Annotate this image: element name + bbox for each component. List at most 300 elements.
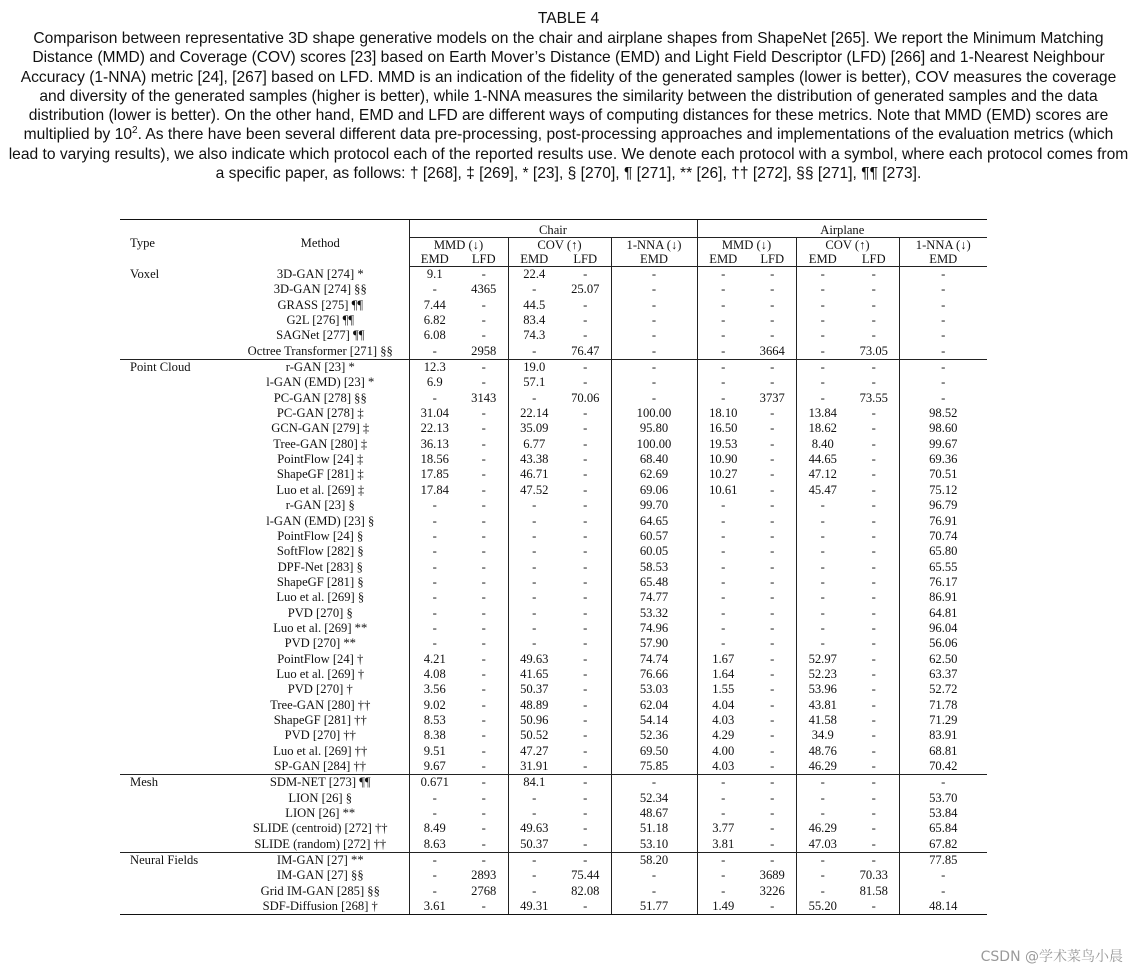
value-cell: 4.21: [409, 652, 460, 667]
value-cell: -: [871, 651, 876, 666]
value-cell: 74.77: [611, 590, 697, 605]
method-cell: Tree-GAN [280] ‡: [273, 436, 368, 451]
header-airplane-mmd: MMD (↓): [697, 238, 796, 253]
value-cell: -: [796, 529, 849, 544]
value-cell: -: [508, 344, 560, 360]
value-cell: 43.81: [796, 698, 849, 713]
caption-text-after: . As there have been several different data pre-processing, post-processing approaches and implementations of the evaluation metrics (which lead to varying results), we also indicate which protocol each of the reported results use. We denote each protocol with a symbol, where each protocol comes from a specific paper, as follows: † [268], ‡ [269], * [23], § [270], ¶ [271], ** [26], †† [272], §§ [271], ¶¶ [273].: [8, 126, 1129, 183]
value-cell: -: [481, 513, 486, 528]
value-cell: 6.9: [409, 375, 460, 390]
value-cell: -: [697, 298, 749, 313]
value-cell: -: [796, 298, 849, 313]
table-row: [120, 298, 987, 313]
value-cell: -: [770, 559, 775, 574]
value-cell: -: [508, 884, 560, 899]
value-cell: -: [871, 574, 876, 589]
value-cell: -: [583, 559, 588, 574]
method-cell: Luo et al. [269] ‡: [276, 482, 365, 497]
method-cell: PVD [270] **: [284, 636, 356, 651]
value-cell: -: [697, 391, 749, 406]
method-cell: PointFlow [24] †: [277, 651, 364, 666]
value-cell: 9.67: [409, 759, 460, 775]
value-cell: -: [481, 421, 486, 436]
method-cell: PointFlow [24] ‡: [277, 452, 364, 467]
value-cell: 10.61: [697, 483, 749, 498]
watermark: CSDN @学术菜鸟小晨: [980, 949, 1123, 965]
value-cell: 46.71: [508, 467, 560, 482]
value-cell: 1.64: [697, 667, 749, 682]
table-row: [120, 529, 987, 544]
value-cell: 63.37: [899, 667, 987, 682]
value-cell: -: [796, 313, 849, 328]
value-cell: -: [697, 853, 749, 869]
value-cell: 100.00: [611, 406, 697, 421]
value-cell: -: [899, 360, 987, 376]
value-cell: -: [508, 529, 560, 544]
value-cell: 53.10: [611, 837, 697, 853]
table-row: [120, 344, 987, 360]
value-cell: -: [409, 606, 460, 621]
value-cell: -: [871, 605, 876, 620]
value-cell: -: [611, 868, 697, 883]
value-cell: 9.1: [409, 267, 460, 283]
value-cell: 4.03: [697, 713, 749, 728]
value-cell: 46.29: [796, 821, 849, 836]
value-cell: -: [697, 868, 749, 883]
section-type-label: Point Cloud: [120, 360, 232, 775]
value-cell: -: [697, 375, 749, 390]
value-cell: -: [770, 267, 775, 281]
value-cell: -: [770, 590, 775, 605]
value-cell: 52.34: [611, 791, 697, 806]
method-cell: SP-GAN [284] ††: [232, 759, 409, 775]
value-cell: 3737: [759, 390, 785, 405]
value-cell: 47.27: [508, 744, 560, 759]
value-cell: 67.82: [899, 837, 987, 853]
value-cell: -: [697, 806, 749, 821]
value-cell: -: [611, 884, 697, 899]
header-chair-nna: 1-NNA (↓): [611, 238, 697, 253]
value-cell: -: [583, 436, 588, 451]
value-cell: -: [871, 513, 876, 528]
value-cell: -: [481, 297, 486, 312]
value-cell: -: [409, 544, 460, 559]
table-row: [120, 498, 987, 513]
table-row: [120, 636, 987, 651]
value-cell: -: [770, 574, 775, 589]
value-cell: -: [871, 697, 876, 712]
value-cell: -: [796, 575, 849, 590]
value-cell: -: [481, 651, 486, 666]
value-cell: -: [583, 482, 588, 497]
value-cell: -: [849, 759, 899, 775]
value-cell: -: [770, 282, 775, 297]
value-cell: -: [481, 559, 486, 574]
value-cell: -: [770, 682, 775, 697]
value-cell: 71.29: [899, 713, 987, 728]
header-airplane-cov: COV (↑): [796, 238, 899, 253]
value-cell: -: [871, 790, 876, 805]
value-cell: -: [871, 452, 876, 467]
value-cell: 22.14: [508, 406, 560, 421]
value-cell: -: [583, 743, 588, 758]
value-cell: -: [770, 806, 775, 821]
table-row: [120, 467, 987, 482]
table-row: [120, 544, 987, 559]
value-cell: -: [508, 868, 560, 883]
value-cell: 41.58: [796, 713, 849, 728]
value-cell: 82.08: [571, 883, 600, 898]
table-row: [120, 621, 987, 636]
section-type-label: Neural Fields: [120, 853, 232, 915]
table-row: [120, 267, 987, 283]
value-cell: 12.3: [409, 360, 460, 376]
value-cell: -: [583, 513, 588, 528]
value-cell: -: [871, 666, 876, 681]
table-row: [120, 682, 987, 697]
value-cell: 50.52: [508, 728, 560, 743]
value-cell: -: [583, 467, 588, 482]
value-cell: -: [560, 759, 611, 775]
table-row: [120, 728, 987, 743]
method-cell: ShapeGF [281] ‡: [276, 467, 364, 482]
value-cell: -: [770, 467, 775, 482]
value-cell: -: [583, 821, 588, 836]
value-cell: 49.63: [508, 821, 560, 836]
value-cell: 69.50: [611, 744, 697, 759]
value-cell: 17.84: [409, 483, 460, 498]
method-cell: GCN-GAN [279] ‡: [271, 421, 370, 436]
table-row: [120, 759, 987, 775]
header-airplane-nna: 1-NNA (↓): [899, 238, 987, 253]
value-cell: -: [481, 590, 486, 605]
value-cell: -: [583, 421, 588, 436]
value-cell: -: [583, 590, 588, 605]
method-cell: PC-GAN [278] ‡: [276, 406, 364, 421]
value-cell: 25.07: [571, 282, 600, 297]
table-row: [120, 821, 987, 836]
value-cell: -: [481, 743, 486, 758]
value-cell: 60.05: [611, 544, 697, 559]
table-row: [120, 391, 987, 406]
header-airplane: Airplane: [697, 220, 987, 238]
value-cell: 51.18: [611, 821, 697, 836]
table-row: [120, 313, 987, 328]
value-cell: -: [508, 806, 560, 821]
value-cell: 9.51: [409, 744, 460, 759]
value-cell: 76.91: [899, 514, 987, 529]
value-cell: 35.09: [508, 421, 560, 436]
method-cell: Octree Transformer [271] §§: [232, 344, 409, 360]
value-cell: 52.23: [796, 667, 849, 682]
value-cell: -: [508, 391, 560, 406]
value-cell: -: [409, 498, 460, 513]
method-cell: ShapeGF [281] ††: [273, 712, 367, 727]
value-cell: -: [508, 514, 560, 529]
value-cell: -: [770, 666, 775, 681]
value-cell: 47.12: [796, 467, 849, 482]
value-cell: 58.53: [611, 560, 697, 575]
method-cell: SoftFlow [282] §: [276, 544, 364, 559]
value-cell: -: [481, 666, 486, 681]
value-cell: 16.50: [697, 421, 749, 436]
value-cell: 68.40: [611, 452, 697, 467]
value-cell: -: [770, 712, 775, 727]
table-caption-title: TABLE 4: [537, 10, 600, 27]
method-cell: Luo et al. [269] ††: [273, 743, 368, 758]
value-cell: 2893: [471, 868, 497, 883]
value-cell: -: [409, 560, 460, 575]
value-cell: -: [697, 313, 749, 328]
value-cell: 34.9: [796, 728, 849, 743]
value-cell: -: [481, 436, 486, 451]
method-cell: GRASS [275] ¶¶: [277, 297, 364, 312]
method-cell: Luo et al. [269] §: [276, 590, 365, 605]
value-cell: -: [481, 620, 486, 635]
table-row: [120, 590, 987, 605]
value-cell: 69.36: [899, 452, 987, 467]
value-cell: -: [770, 821, 775, 836]
table-row: [120, 282, 987, 297]
value-cell: -: [583, 452, 588, 467]
value-cell: -: [481, 682, 486, 697]
value-cell: -: [770, 375, 775, 390]
value-cell: -: [583, 790, 588, 805]
value-cell: -: [770, 452, 775, 467]
value-cell: -: [796, 791, 849, 806]
results-table: [120, 219, 987, 915]
value-cell: 62.50: [899, 652, 987, 667]
value-cell: -: [697, 575, 749, 590]
value-cell: -: [796, 806, 849, 821]
header-airplane-mmd-lfd: LFD: [749, 252, 796, 267]
value-cell: 98.52: [899, 406, 987, 421]
table-header: [120, 220, 987, 267]
header-chair: Chair: [409, 220, 697, 238]
value-cell: -: [697, 267, 749, 283]
value-cell: -: [871, 620, 876, 635]
section-type-label: Mesh: [120, 775, 232, 853]
value-cell: -: [796, 621, 849, 636]
value-cell: -: [796, 636, 849, 651]
value-cell: 3143: [471, 390, 497, 405]
value-cell: -: [560, 899, 611, 915]
value-cell: -: [583, 853, 588, 868]
value-cell: 68.81: [899, 744, 987, 759]
value-cell: -: [583, 605, 588, 620]
value-cell: 76.17: [899, 575, 987, 590]
value-cell: -: [871, 406, 876, 421]
table-row: [120, 884, 987, 899]
value-cell: -: [770, 498, 775, 513]
value-cell: 9.02: [409, 698, 460, 713]
value-cell: -: [697, 560, 749, 575]
value-cell: 6.77: [508, 437, 560, 452]
value-cell: 73.55: [859, 390, 888, 405]
value-cell: -: [871, 728, 876, 743]
value-cell: -: [460, 837, 508, 853]
table-body: [120, 267, 987, 915]
method-cell: l-GAN (EMD) [23] *: [266, 375, 375, 390]
value-cell: -: [899, 391, 987, 406]
method-cell: IM-GAN [27] §§: [276, 868, 364, 883]
value-cell: -: [481, 853, 486, 868]
table-row: [120, 452, 987, 467]
value-cell: -: [796, 514, 849, 529]
header-chair-mmd-lfd: LFD: [460, 252, 508, 267]
value-cell: 96.04: [899, 621, 987, 636]
value-cell: 95.80: [611, 421, 697, 436]
table-row: [120, 853, 987, 869]
value-cell: -: [583, 544, 588, 559]
value-cell: 1.67: [697, 652, 749, 667]
value-cell: 4.08: [409, 667, 460, 682]
value-cell: -: [481, 498, 486, 513]
value-cell: -: [770, 406, 775, 421]
value-cell: -: [697, 590, 749, 605]
value-cell: -: [583, 682, 588, 697]
value-cell: -: [871, 328, 876, 343]
value-cell: 8.40: [796, 437, 849, 452]
header-chair-cov-emd: EMD: [508, 252, 560, 267]
header-chair-mmd-emd: EMD: [409, 252, 460, 267]
value-cell: -: [871, 313, 876, 328]
value-cell: 19.53: [697, 437, 749, 452]
value-cell: 43.38: [508, 452, 560, 467]
value-cell: -: [796, 544, 849, 559]
value-cell: 54.14: [611, 713, 697, 728]
value-cell: -: [899, 884, 987, 899]
table-caption: [8, 29, 1129, 183]
value-cell: 65.84: [899, 821, 987, 836]
value-cell: -: [871, 482, 876, 497]
value-cell: 53.84: [899, 806, 987, 821]
value-cell: 18.56: [409, 452, 460, 467]
table-row: [120, 713, 987, 728]
value-cell: 45.47: [796, 483, 849, 498]
value-cell: -: [409, 636, 460, 651]
value-cell: 62.69: [611, 467, 697, 482]
value-cell: 3.81: [697, 837, 749, 853]
value-cell: -: [508, 498, 560, 513]
value-cell: 70.33: [859, 868, 888, 883]
value-cell: -: [770, 482, 775, 497]
value-cell: -: [749, 759, 796, 775]
table-row: [120, 806, 987, 821]
value-cell: -: [583, 728, 588, 743]
value-cell: -: [481, 790, 486, 805]
value-cell: -: [481, 697, 486, 712]
value-cell: -: [460, 759, 508, 775]
table-row: [120, 514, 987, 529]
value-cell: 13.84: [796, 406, 849, 421]
value-cell: 77.85: [899, 853, 987, 869]
value-cell: -: [409, 514, 460, 529]
value-cell: -: [770, 728, 775, 743]
value-cell: -: [508, 853, 560, 869]
value-cell: -: [770, 297, 775, 312]
value-cell: 53.96: [796, 682, 849, 697]
value-cell: 48.14: [899, 899, 987, 915]
value-cell: -: [409, 529, 460, 544]
value-cell: 18.62: [796, 421, 849, 436]
table-row: [120, 667, 987, 682]
value-cell: -: [871, 375, 876, 390]
value-cell: 65.48: [611, 575, 697, 590]
value-cell: 10.27: [697, 467, 749, 482]
value-cell: 70.51: [899, 467, 987, 482]
value-cell: -: [697, 544, 749, 559]
value-cell: -: [508, 575, 560, 590]
table-row: [120, 698, 987, 713]
header-airplane-nna-emd: EMD: [899, 252, 987, 267]
value-cell: -: [481, 605, 486, 620]
value-cell: 49.63: [508, 652, 560, 667]
value-cell: -: [508, 791, 560, 806]
value-cell: -: [770, 313, 775, 328]
method-cell: r-GAN [23] *: [285, 360, 355, 375]
value-cell: 53.32: [611, 606, 697, 621]
value-cell: -: [871, 544, 876, 559]
value-cell: -: [770, 790, 775, 805]
value-cell: -: [871, 821, 876, 836]
value-cell: -: [481, 544, 486, 559]
value-cell: -: [796, 391, 849, 406]
header-airplane-cov-lfd: LFD: [849, 252, 899, 267]
value-cell: -: [481, 528, 486, 543]
value-cell: -: [481, 313, 486, 328]
value-cell: 2958: [460, 344, 508, 360]
value-cell: -: [409, 575, 460, 590]
header-chair-cov: COV (↑): [508, 238, 611, 253]
value-cell: -: [749, 837, 796, 853]
value-cell: 1.55: [697, 682, 749, 697]
value-cell: 83.4: [508, 313, 560, 328]
value-cell: 86.91: [899, 590, 987, 605]
value-cell: 10.90: [697, 452, 749, 467]
value-cell: -: [770, 620, 775, 635]
value-cell: 69.06: [611, 483, 697, 498]
method-cell: PVD [270] †: [287, 682, 353, 697]
value-cell: -: [409, 282, 460, 297]
value-cell: 3689: [759, 868, 785, 883]
value-cell: -: [796, 775, 849, 791]
value-cell: -: [796, 498, 849, 513]
value-cell: -: [770, 605, 775, 620]
method-cell: 3D-GAN [274] *: [276, 266, 364, 281]
header-type: Type: [120, 220, 232, 267]
value-cell: 31.91: [508, 759, 560, 775]
value-cell: -: [583, 651, 588, 666]
value-cell: 7.44: [409, 298, 460, 313]
value-cell: -: [770, 775, 775, 790]
value-cell: -: [796, 884, 849, 899]
value-cell: 8.49: [409, 821, 460, 836]
value-cell: 47.52: [508, 483, 560, 498]
value-cell: -: [481, 375, 486, 390]
value-cell: 99.70: [611, 498, 697, 513]
value-cell: 100.00: [611, 437, 697, 452]
method-cell: G2L [276] ¶¶: [286, 313, 355, 328]
value-cell: -: [508, 282, 560, 297]
value-cell: -: [697, 360, 749, 376]
value-cell: -: [481, 267, 486, 281]
value-cell: 0.671: [409, 775, 460, 791]
value-cell: -: [481, 806, 486, 821]
value-cell: 75.12: [899, 483, 987, 498]
value-cell: -: [481, 360, 486, 375]
value-cell: 70.42: [899, 759, 987, 775]
